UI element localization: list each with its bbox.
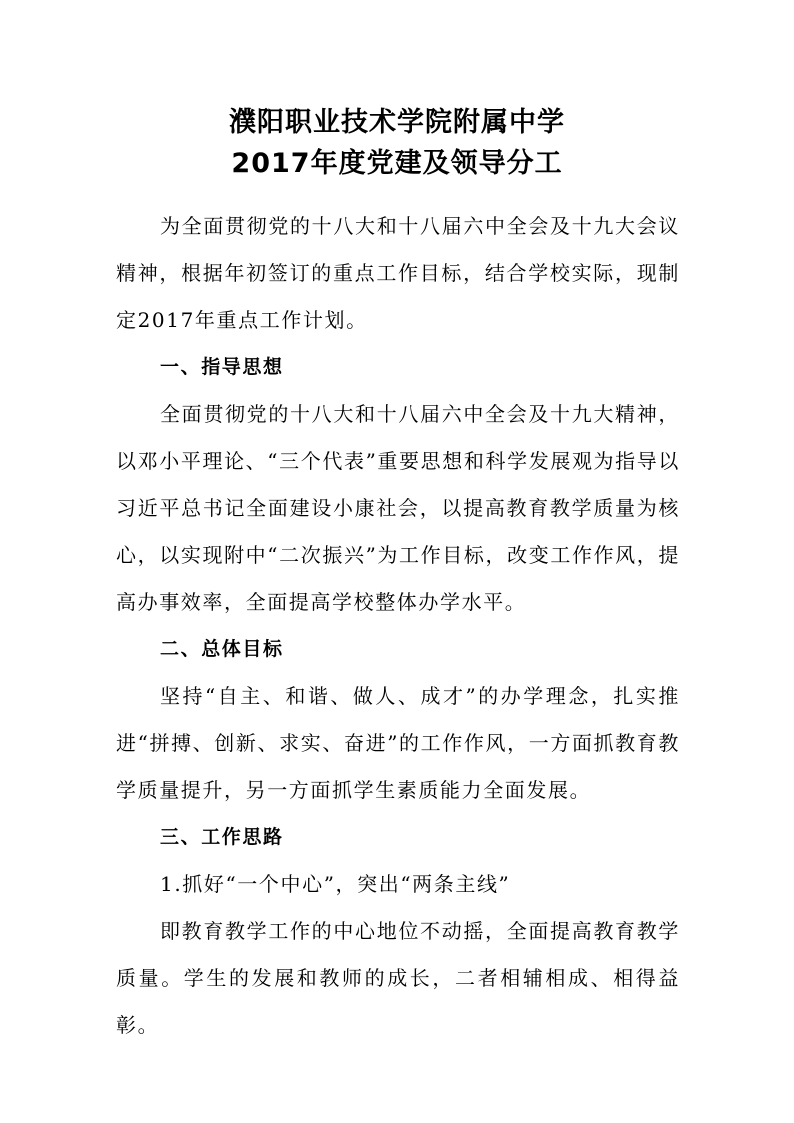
document-title-line2: 2017年度党建及领导分工 (231, 148, 563, 179)
guiding-thought-paragraph: 全面贯彻党的十八大和十八届六中全会及十九大精神，以邓小平理论、“三个代表”重要思想和科学发展观为指导以习近平总书记全面建设小康社会，以提高教育教学质量为核心，以实现附中“二次振兴”为工作目标，改变工作作风，提高办事效率，全面提高学校整体办学水平。 (116, 402, 680, 614)
document-body (116, 203, 680, 1049)
section-heading-overall-goal: 二、总体目标 (160, 638, 284, 660)
overall-goal-paragraph: 坚持“自主、和谐、做人、成才”的办学理念，扎实推进“拼搏、创新、求实、奋进”的工作作风，一方面抓教育教学质量提升，另一方面抓学生素质能力全面发展。 (116, 684, 680, 802)
work-approach-paragraph: 即教育教学工作的中心地位不动摇，全面提高教育教学质量。学生的发展和教师的成长，二者相辅相成、相得益彰。 (116, 919, 680, 1037)
work-approach-subheading: 1.抓好“一个中心”，突出“两条主线” (160, 872, 511, 896)
intro-paragraph: 为全面贯彻党的十八大和十八届六中全会及十九大会议精神，根据年初签订的重点工作目标，结合学校实际，现制定2017年重点工作计划。 (116, 214, 680, 332)
section-heading-guiding-thought: 一、指导思想 (160, 356, 284, 378)
document-title-line1: 濮阳职业技术学院附属中学 (229, 107, 565, 138)
section-heading-work-approach: 三、工作思路 (160, 826, 284, 848)
